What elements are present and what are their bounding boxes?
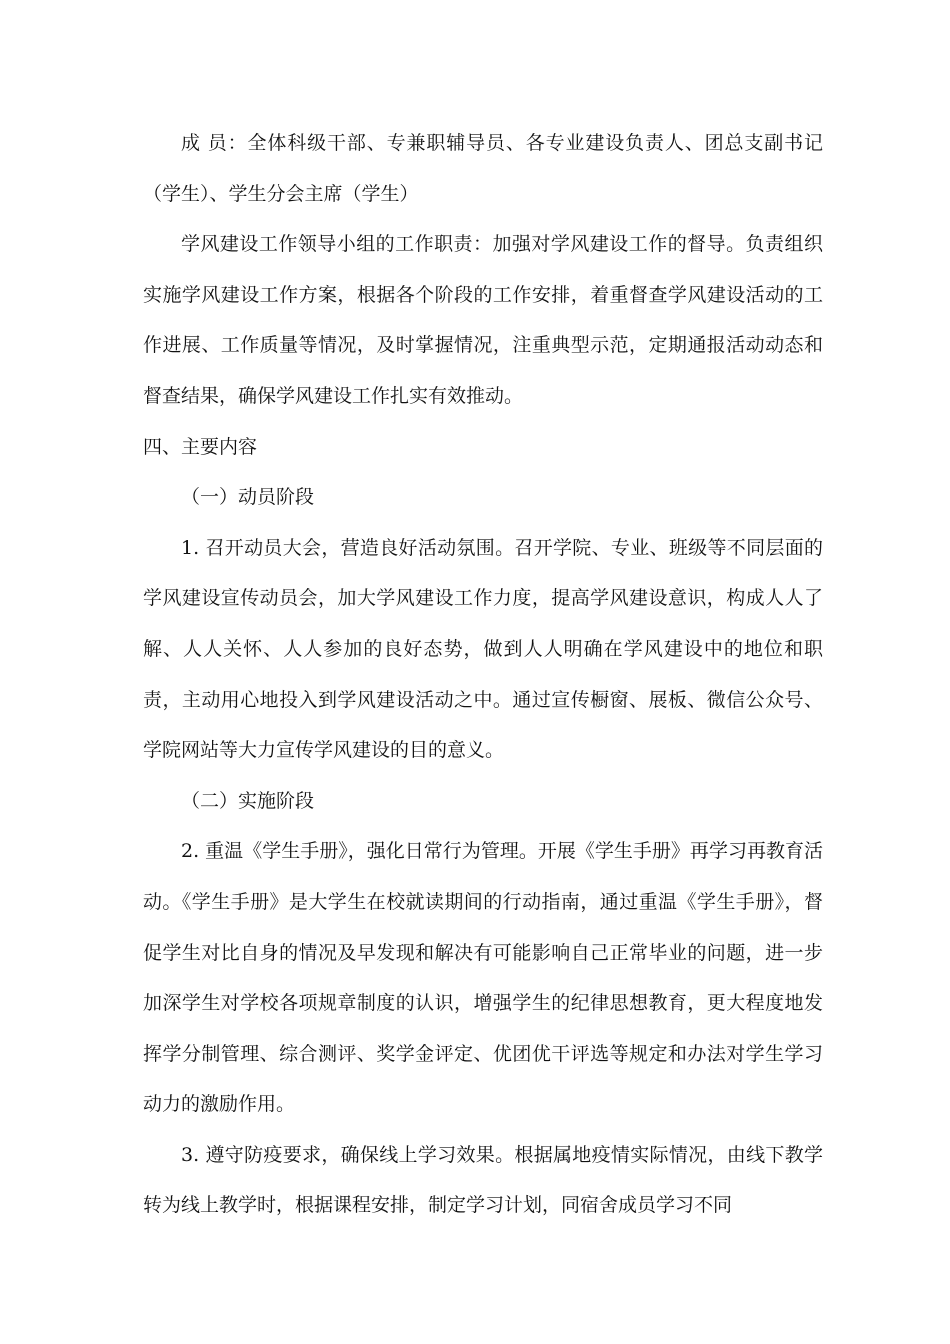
item-3-paragraph: 3. 遵守防疫要求，确保线上学习效果。根据属地疫情实际情况，由线下教学转为线上教学时，根据课程安排，制定学习计划，同宿舍成员学习不同 — [143, 1143, 823, 1217]
subheading-implementation-stage: （二）实施阶段 — [181, 789, 315, 812]
item-2-paragraph: 2. 重温《学生手册》，强化日常行为管理。开展《学生手册》再学习再教育活动。《学生手册》是大学生在校就读期间的行动指南，通过重温《学生手册》，督促学生对比自身的情况及早发现和解决有可能影响自己正常毕业的问题，进一步加深学生对学校各项规章制度的认识，增强学生的纪律思想教育，更大程度地发挥学分制管理、综合测评、奖学金评定、优团优干评选等规定和办法对学生学习动力的激励作用。 — [143, 840, 823, 1116]
section-heading-main-content: 四、主要内容 — [143, 435, 258, 458]
document-body — [143, 118, 823, 1231]
duties-paragraph: 学风建设工作领导小组的工作职责：加强对学风建设工作的督导。负责组织实施学风建设工作方案，根据各个阶段的工作安排，着重督查学风建设活动的工作进展、工作质量等情况，及时掌握情况，注重典型示范，定期通报活动动态和督查结果，确保学风建设工作扎实有效推动。 — [143, 233, 823, 407]
members-paragraph: 成 员：全体科级干部、专兼职辅导员、各专业建设负责人、团总支副书记（学生）、学生分会主席（学生） — [143, 132, 823, 205]
item-1-paragraph: 1. 召开动员大会，营造良好活动氛围。召开学院、专业、班级等不同层面的学风建设宣传动员会，加大学风建设工作力度，提高学风建设意识，构成人人了解、人人关怀、人人参加的良好态势，做到人人明确在学风建设中的地位和职责，主动用心地投入到学风建设活动之中。通过宣传橱窗、展板、微信公众号、学院网站等大力宣传学风建设的目的意义。 — [143, 536, 823, 762]
subheading-mobilization-stage: （一）动员阶段 — [181, 486, 315, 509]
